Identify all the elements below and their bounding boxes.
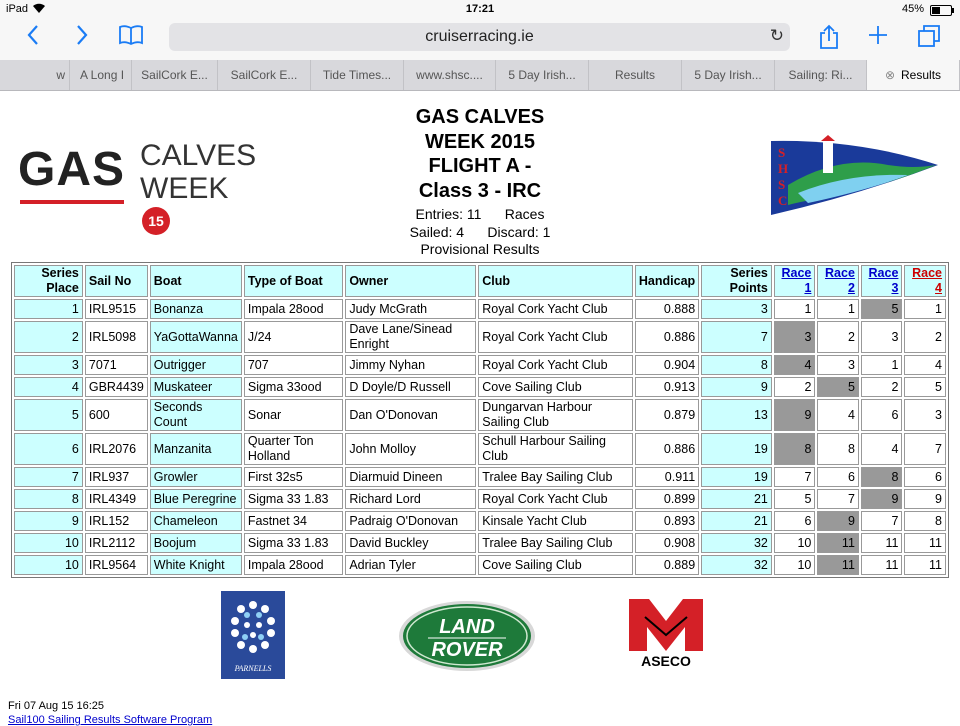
cell-club: Royal Cork Yacht Club — [478, 299, 633, 319]
cell-race-4: 2 — [904, 321, 946, 353]
cell-series-points: 21 — [701, 489, 772, 509]
cell-sail-no: IRL5098 — [85, 321, 148, 353]
table-row — [14, 321, 946, 353]
parnells-text: PARNELLS — [234, 664, 272, 673]
bookmarks-icon[interactable] — [117, 24, 145, 53]
cell-type: Sigma 33ood — [244, 377, 343, 397]
cell-series-points: 19 — [701, 433, 772, 465]
cell-series-place: 6 — [14, 433, 83, 465]
cell-handicap: 0.913 — [635, 377, 699, 397]
cell-race-2: 5 — [817, 377, 859, 397]
col-race-2[interactable] — [817, 265, 859, 297]
cell-race-2: 1 — [817, 299, 859, 319]
cell-race-4: 8 — [904, 511, 946, 531]
cell-race-4: 4 — [904, 355, 946, 375]
tab-item-active[interactable] — [867, 60, 960, 90]
cell-series-place: 1 — [14, 299, 83, 319]
col-owner: Owner — [345, 265, 476, 297]
provisional-label: Provisional Results — [420, 241, 540, 257]
cell-club: Schull Harbour Sailing Club — [478, 433, 633, 465]
cell-series-points: 13 — [701, 399, 772, 431]
land-rover-logo — [398, 600, 536, 672]
cell-owner: Richard Lord — [345, 489, 476, 509]
cell-race-1: 6 — [774, 511, 816, 531]
cell-series-points: 9 — [701, 377, 772, 397]
table-row — [14, 511, 946, 531]
tab-item[interactable] — [218, 60, 311, 90]
cell-race-2: 4 — [817, 399, 859, 431]
tab-label: Tide Times... — [322, 68, 392, 82]
cell-race-3: 5 — [861, 299, 903, 319]
cell-sail-no: 7071 — [85, 355, 148, 375]
table-row — [14, 299, 946, 319]
cell-race-1: 3 — [774, 321, 816, 353]
cell-race-4: 11 — [904, 555, 946, 575]
cell-handicap: 0.879 — [635, 399, 699, 431]
cell-type: 707 — [244, 355, 343, 375]
cell-handicap: 0.904 — [635, 355, 699, 375]
cell-boat: Chameleon — [150, 511, 242, 531]
tab-item[interactable] — [589, 60, 682, 90]
cell-type: Sonar — [244, 399, 343, 431]
forward-icon[interactable] — [68, 24, 96, 53]
col-handicap: Handicap — [635, 265, 699, 297]
cell-sail-no: IRL9564 — [85, 555, 148, 575]
cell-race-3: 4 — [861, 433, 903, 465]
cell-series-points: 32 — [701, 555, 772, 575]
cell-race-3: 8 — [861, 467, 903, 487]
cell-sail-no: IRL9515 — [85, 299, 148, 319]
cell-owner: Judy McGrath — [345, 299, 476, 319]
cell-series-points: 21 — [701, 511, 772, 531]
shsc-letter-s2: S — [778, 177, 786, 192]
cell-race-3: 11 — [861, 555, 903, 575]
col-race-1[interactable] — [774, 265, 816, 297]
cell-series-place: 8 — [14, 489, 83, 509]
cell-race-2: 9 — [817, 511, 859, 531]
cell-club: Tralee Bay Sailing Club — [478, 533, 633, 553]
cell-type: J/24 — [244, 321, 343, 353]
shsc-letter-s1: S — [778, 145, 786, 160]
gas-calves-week-logo — [18, 139, 257, 229]
cell-race-3: 9 — [861, 489, 903, 509]
cell-race-3: 7 — [861, 511, 903, 531]
cell-owner: John Molloy — [345, 433, 476, 465]
cell-boat: Seconds Count — [150, 399, 242, 431]
col-sail-no: Sail No — [85, 265, 148, 297]
cell-boat: Boojum — [150, 533, 242, 553]
race-4-link[interactable]: Race 4 — [912, 266, 942, 295]
tab-bar — [0, 60, 960, 91]
cell-type: Fastnet 34 — [244, 511, 343, 531]
col-race-3[interactable] — [861, 265, 903, 297]
tab-item[interactable] — [70, 60, 132, 90]
land-rover-text-1: LAND — [439, 616, 495, 638]
tab-item[interactable] — [682, 60, 775, 90]
tab-item[interactable] — [775, 60, 867, 90]
status-time: 17:21 — [465, 3, 495, 15]
cell-series-points: 19 — [701, 467, 772, 487]
cell-race-1: 9 — [774, 399, 816, 431]
cell-series-place: 10 — [14, 555, 83, 575]
aseco-text: ASECO — [641, 653, 691, 669]
cell-series-place: 10 — [14, 533, 83, 553]
cell-race-1: 8 — [774, 433, 816, 465]
carrier-label: iPad — [6, 3, 29, 15]
cell-race-2: 11 — [817, 533, 859, 553]
status-bar — [0, 0, 960, 20]
col-club: Club — [478, 265, 633, 297]
cell-owner: Padraig O'Donovan — [345, 511, 476, 531]
cell-race-1: 10 — [774, 555, 816, 575]
cell-race-3: 1 — [861, 355, 903, 375]
logo-week-line — [140, 173, 248, 237]
table-row — [14, 399, 946, 431]
cell-race-3: 2 — [861, 377, 903, 397]
cell-race-1: 4 — [774, 355, 816, 375]
cell-race-4: 1 — [904, 299, 946, 319]
table-row — [14, 467, 946, 487]
cell-club: Dungarvan Harbour Sailing Club — [478, 399, 633, 431]
shsc-letter-c: C — [778, 193, 788, 208]
cell-club: Kinsale Yacht Club — [478, 511, 633, 531]
cell-handicap: 0.908 — [635, 533, 699, 553]
cell-series-points: 8 — [701, 355, 772, 375]
cell-handicap: 0.889 — [635, 555, 699, 575]
cell-race-2: 8 — [817, 433, 859, 465]
tab-label: www.shsc.... — [416, 68, 483, 82]
back-icon[interactable] — [19, 24, 47, 53]
table-row — [14, 489, 946, 509]
cell-sail-no: IRL152 — [85, 511, 148, 531]
cell-race-4: 6 — [904, 467, 946, 487]
col-boat: Boat — [150, 265, 242, 297]
reload-icon[interactable]: ↻ — [769, 26, 784, 45]
cell-race-1: 1 — [774, 299, 816, 319]
tab-label: SailCork E... — [141, 68, 208, 82]
cell-boat: Blue Peregrine — [150, 489, 242, 509]
cell-series-place: 5 — [14, 399, 83, 431]
tab-item[interactable] — [404, 60, 496, 90]
cell-boat: Growler — [150, 467, 242, 487]
col-series-points: Series Points — [701, 265, 772, 297]
tab-item[interactable] — [132, 60, 218, 90]
cell-sail-no: IRL937 — [85, 467, 148, 487]
cell-handicap: 0.886 — [635, 321, 699, 353]
table-row — [14, 533, 946, 553]
cell-race-1: 5 — [774, 489, 816, 509]
tab-label: Results — [614, 68, 655, 82]
cell-club: Royal Cork Yacht Club — [478, 355, 633, 375]
cell-club: Cove Sailing Club — [478, 555, 633, 575]
cell-sail-no: IRL4349 — [85, 489, 148, 509]
cell-owner: Diarmuid Dineen — [345, 467, 476, 487]
address-bar[interactable] — [169, 23, 790, 51]
cell-handicap: 0.886 — [635, 433, 699, 465]
title-line: Class 3 - IRC — [418, 179, 542, 202]
col-race-4[interactable] — [904, 265, 946, 297]
race-2-link[interactable]: Race 2 — [825, 266, 855, 295]
table-row — [14, 355, 946, 375]
url-text: cruiserracing.ie — [425, 28, 534, 45]
table-row — [14, 377, 946, 397]
cell-type: Quarter Ton Holland — [244, 433, 343, 465]
cell-boat: Bonanza — [150, 299, 242, 319]
cell-race-3: 11 — [861, 533, 903, 553]
cell-owner: D Doyle/D Russell — [345, 377, 476, 397]
cell-type: Impala 28ood — [244, 299, 343, 319]
logo-calves-text: CALVES — [140, 139, 257, 172]
cell-boat: Muskateer — [150, 377, 242, 397]
cell-race-4: 9 — [904, 489, 946, 509]
tab-label: A Long I — [80, 68, 125, 82]
tab-label: 5 Day Irish... — [694, 68, 762, 82]
parnells-logo — [221, 591, 285, 679]
cell-series-place: 7 — [14, 467, 83, 487]
cell-boat: White Knight — [150, 555, 242, 575]
cell-race-3: 3 — [861, 321, 903, 353]
cell-type: Impala 28ood — [244, 555, 343, 575]
logo-week-text: WEEK — [140, 172, 229, 205]
cell-club: Royal Cork Yacht Club — [478, 489, 633, 509]
shsc-letter-h: H — [778, 161, 789, 176]
cell-club: Royal Cork Yacht Club — [478, 321, 633, 353]
cell-owner: Dave Lane/Sinead Enright — [345, 321, 476, 353]
tab-item[interactable] — [0, 60, 70, 90]
cell-series-place: 2 — [14, 321, 83, 353]
tab-label: Sailing: Ri... — [788, 68, 853, 82]
results-date: Fri 07 Aug 15 16:25 — [8, 700, 105, 712]
close-tab-icon[interactable]: ⊗ — [884, 68, 896, 82]
logo-gas-text: GAS — [18, 143, 126, 196]
sailed-info: Sailed: 4 Discard: 1 — [409, 223, 551, 240]
cell-race-2: 2 — [817, 321, 859, 353]
cell-race-4: 3 — [904, 399, 946, 431]
cell-owner: Adrian Tyler — [345, 555, 476, 575]
cell-sail-no: IRL2076 — [85, 433, 148, 465]
results-header — [380, 105, 580, 259]
tab-item[interactable] — [496, 60, 589, 90]
battery-icon — [930, 5, 952, 16]
cell-boat: YaGottaWanna — [150, 321, 242, 353]
cell-race-2: 6 — [817, 467, 859, 487]
title-line: WEEK 2015 — [424, 130, 536, 153]
cell-race-2: 7 — [817, 489, 859, 509]
tab-label: w — [56, 68, 65, 82]
battery-percent: 45% — [901, 3, 924, 15]
results-table — [11, 262, 949, 578]
cell-series-points: 7 — [701, 321, 772, 353]
cell-boat: Outrigger — [150, 355, 242, 375]
cell-race-2: 11 — [817, 555, 859, 575]
table-header-row — [14, 265, 946, 297]
cell-sail-no: 600 — [85, 399, 148, 431]
logo-underline — [20, 200, 124, 204]
tab-label: Results — [901, 68, 942, 82]
cell-race-2: 3 — [817, 355, 859, 375]
aseco-logo — [625, 597, 707, 669]
cell-handicap: 0.899 — [635, 489, 699, 509]
col-type: Type of Boat — [244, 265, 343, 297]
race-3-link[interactable]: Race 3 — [868, 266, 899, 295]
shsc-burgee-logo — [768, 135, 943, 220]
cell-race-3: 6 — [861, 399, 903, 431]
cell-race-1: 2 — [774, 377, 816, 397]
cell-type: First 32s5 — [244, 467, 343, 487]
race-1-link[interactable]: Race 1 — [781, 266, 812, 295]
title-line: FLIGHT A - — [428, 155, 532, 177]
cell-series-place: 9 — [14, 511, 83, 531]
cell-club: Tralee Bay Sailing Club — [478, 467, 633, 487]
cell-race-1: 10 — [774, 533, 816, 553]
cell-race-4: 11 — [904, 533, 946, 553]
tab-label: 5 Day Irish... — [508, 68, 576, 82]
cell-race-4: 5 — [904, 377, 946, 397]
tab-label: SailCork E... — [230, 68, 298, 82]
share-icon[interactable] — [815, 24, 843, 57]
land-rover-text-2: ROVER — [431, 639, 503, 661]
cell-type: Sigma 33 1.83 — [244, 489, 343, 509]
browser-toolbar — [0, 20, 960, 60]
cell-boat: Manzanita — [150, 433, 242, 465]
cell-owner: David Buckley — [345, 533, 476, 553]
table-row — [14, 555, 946, 575]
cell-club: Cove Sailing Club — [478, 377, 633, 397]
cell-handicap: 0.893 — [635, 511, 699, 531]
logo-15-badge: 15 — [142, 207, 170, 235]
cell-handicap: 0.888 — [635, 299, 699, 319]
cell-series-place: 4 — [14, 377, 83, 397]
software-link[interactable]: Sail100 Sailing Results Software Program — [8, 714, 213, 726]
cell-handicap: 0.911 — [635, 467, 699, 487]
cell-sail-no: GBR4439 — [85, 377, 148, 397]
tabs-overview-icon[interactable] — [915, 24, 943, 55]
tab-item[interactable] — [311, 60, 404, 90]
cell-sail-no: IRL2112 — [85, 533, 148, 553]
cell-race-4: 7 — [904, 433, 946, 465]
title-line: GAS CALVES — [415, 106, 545, 128]
col-series-place: Series Place — [14, 265, 83, 297]
table-row — [14, 433, 946, 465]
cell-series-place: 3 — [14, 355, 83, 375]
cell-type: Sigma 33 1.83 — [244, 533, 343, 553]
cell-owner: Jimmy Nyhan — [345, 355, 476, 375]
cell-series-points: 3 — [701, 299, 772, 319]
entries-info: Entries: 11 Races — [415, 206, 545, 222]
new-tab-icon[interactable] — [864, 24, 892, 53]
cell-owner: Dan O'Donovan — [345, 399, 476, 431]
cell-race-1: 7 — [774, 467, 816, 487]
cell-series-points: 32 — [701, 533, 772, 553]
